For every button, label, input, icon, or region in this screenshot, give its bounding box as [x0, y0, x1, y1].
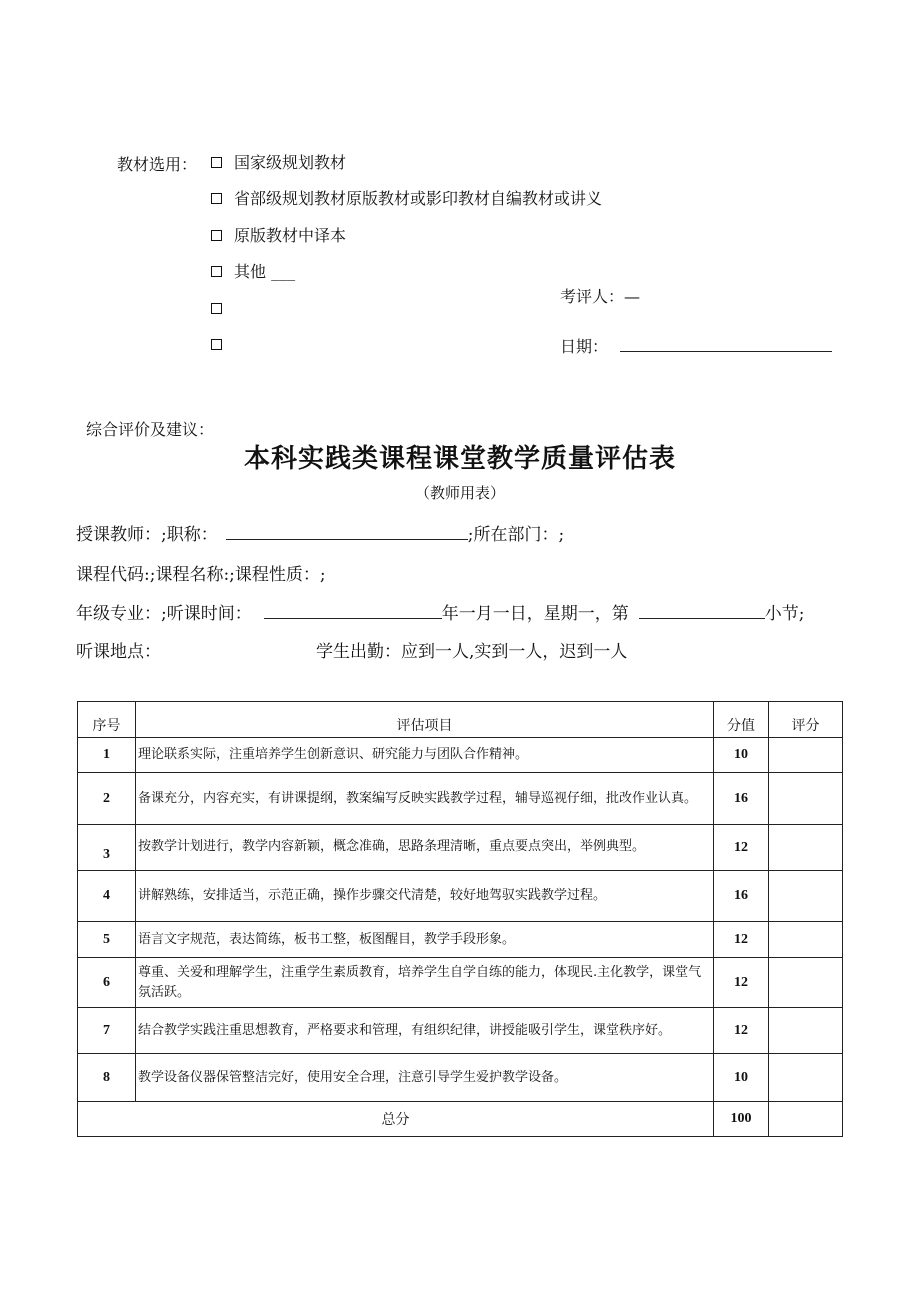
table-header-row: [78, 702, 843, 738]
grade-time-label: 年级专业：;听课时间：: [76, 604, 252, 624]
row-no: 4: [78, 871, 136, 922]
checkbox-provincial[interactable]: [211, 193, 222, 204]
table-row: [78, 958, 843, 1008]
reviewer-label: 考评人：—: [560, 287, 641, 306]
date-field[interactable]: [620, 337, 832, 352]
info-line-3: [76, 599, 804, 624]
header-score: 分值: [714, 702, 769, 738]
checkbox-national[interactable]: [211, 157, 222, 168]
row-rating-cell[interactable]: [769, 1008, 843, 1054]
row-item: 结合教学实践注重思想教育，严格要求和管理，有组织纪律，讲授能吸引学生，课堂秩序好。: [136, 1008, 714, 1054]
location-label: 听课地点：: [76, 642, 161, 662]
total-label: 总分: [78, 1102, 714, 1137]
row-item: 教学设备仪器保管整洁完好，使用安全合理，注意引导学生爱护教学设备。: [136, 1054, 714, 1102]
table-row: [78, 825, 843, 871]
header-rating: 评分: [769, 702, 843, 738]
table-row: [78, 1008, 843, 1054]
row-no: 3: [78, 825, 136, 871]
row-no: 8: [78, 1054, 136, 1102]
row-item: 按教学计划进行，教学内容新颖，概念准确，思路条理清晰，重点要点突出，举例典型。: [136, 825, 714, 871]
row-score: 12: [714, 1008, 769, 1054]
row-score: 16: [714, 871, 769, 922]
row-no: 2: [78, 773, 136, 825]
row-item: 备课充分，内容充实，有讲课提纲，教案编写反映实践教学过程，辅导巡视仔细，批改作业认真。: [136, 773, 714, 825]
row-item: 语言文字规范，表达简练，板书工整，板图醒目，教学手段形象。: [136, 922, 714, 958]
period-label: 小节;: [764, 604, 805, 624]
checkbox-other[interactable]: [211, 266, 222, 277]
row-rating-cell[interactable]: [769, 871, 843, 922]
row-score: 12: [714, 825, 769, 871]
department-label: ;所在部门：;: [467, 525, 565, 545]
table-total-row: [78, 1102, 843, 1137]
total-rating-cell[interactable]: [769, 1102, 843, 1137]
checkbox-blank-2[interactable]: [211, 339, 222, 350]
row-rating-cell[interactable]: [769, 1054, 843, 1102]
textbook-label: 教材选用：: [117, 155, 198, 174]
row-rating-cell[interactable]: [769, 738, 843, 773]
row-no: 5: [78, 922, 136, 958]
info-line-1: [76, 520, 564, 545]
header-no: 序号: [78, 702, 136, 738]
checkbox-blank-1[interactable]: [211, 303, 222, 314]
info-line-2: 课程代码:;课程名称:;课程性质：;: [76, 565, 326, 585]
row-item: 理论联系实际，注重培养学生创新意识、研究能力与团队合作精神。: [136, 738, 714, 773]
option-translation: 原版教材中译本: [234, 226, 347, 245]
row-score: 12: [714, 922, 769, 958]
time-field[interactable]: [264, 604, 442, 619]
row-rating-cell[interactable]: [769, 773, 843, 825]
date-week-label: 年一月一日，星期一，第: [441, 604, 629, 624]
row-item: 讲解熟练，安排适当，示范正确，操作步骤交代清楚，较好地驾驭实践教学过程。: [136, 871, 714, 922]
table-row: [78, 922, 843, 958]
period-field[interactable]: [639, 604, 765, 619]
row-rating-cell[interactable]: [769, 922, 843, 958]
table-row: [78, 1054, 843, 1102]
table-row: [78, 738, 843, 773]
row-score: 10: [714, 738, 769, 773]
row-no: 1: [78, 738, 136, 773]
option-provincial: 省部级规划教材原版教材或影印教材自编教材或讲义: [234, 189, 603, 208]
row-no: 7: [78, 1008, 136, 1054]
total-score: 100: [714, 1102, 769, 1137]
row-score: 12: [714, 958, 769, 1008]
header-item: 评估项目: [136, 702, 714, 738]
table-row: [78, 773, 843, 825]
row-rating-cell[interactable]: [769, 958, 843, 1008]
date-label: [560, 334, 832, 357]
row-score: 16: [714, 773, 769, 825]
option-other: 其他 ___: [234, 262, 296, 281]
title-field[interactable]: [226, 525, 468, 540]
table-row: [78, 871, 843, 922]
checkbox-translation[interactable]: [211, 230, 222, 241]
page-subtitle: （教师用表）: [414, 484, 505, 502]
row-score: 10: [714, 1054, 769, 1102]
overall-label: 综合评价及建议：: [86, 420, 215, 439]
row-rating-cell[interactable]: [769, 825, 843, 871]
row-no: 6: [78, 958, 136, 1008]
row-item: 尊重、关爱和理解学生，注重学生素质教育，培养学生自学自练的能力，体现民.主化教学，课堂气氛活跃。: [136, 958, 714, 1008]
option-national: 国家级规划教材: [234, 153, 347, 172]
date-label-text: 日期：: [560, 337, 609, 356]
page-title: 本科实践类课程课堂教学质量评估表: [243, 444, 676, 474]
attendance-label: 学生出勤：应到一人,实到一人，迟到一人: [316, 642, 628, 662]
evaluation-table: [77, 701, 843, 1137]
teacher-title-label: 授课教师：;职称：: [76, 525, 218, 545]
